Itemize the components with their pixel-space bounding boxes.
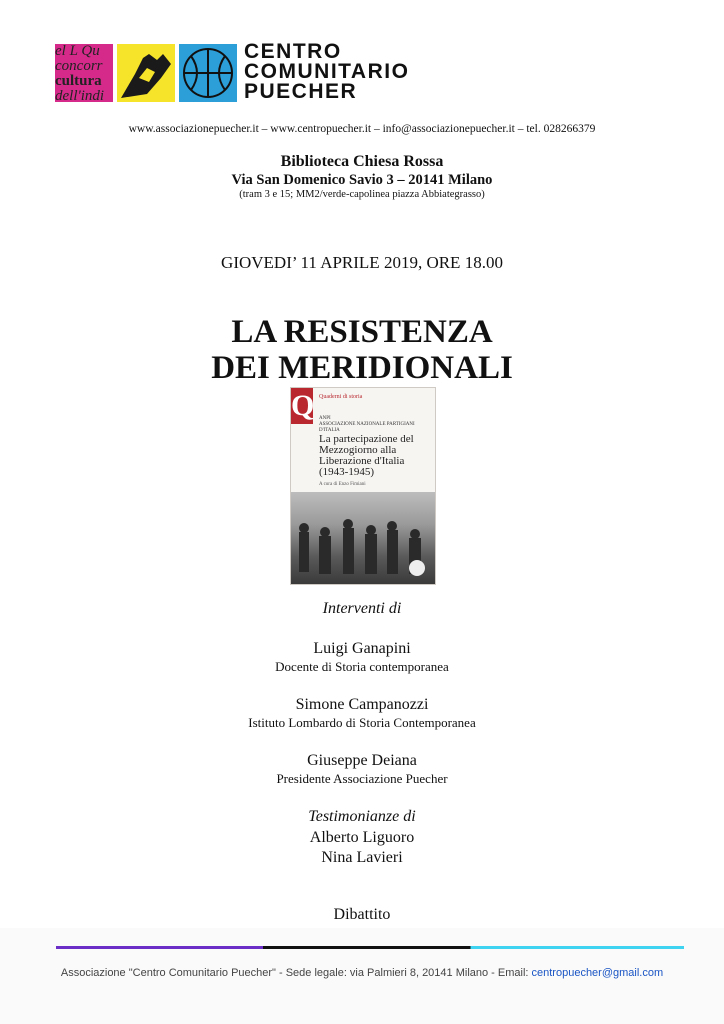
venue-address: Via San Domenico Savio 3 – 20141 Milano	[231, 172, 493, 188]
speaker-name: Luigi Ganapini	[313, 640, 411, 657]
event-date: GIOVEDI’ 11 APRILE 2019, ORE 18.00	[221, 253, 503, 272]
book-publisher-line: ASSOCIAZIONE NAZIONALE PARTIGIANI D'ITALIA	[319, 422, 415, 433]
publisher-mark-icon	[409, 560, 425, 576]
partisans-photo-image	[291, 492, 435, 584]
footer-email-link[interactable]: centropuecher@gmail.com	[531, 967, 664, 979]
speaker-name: Simone Campanozzi	[295, 696, 429, 713]
book-editor: A cura di Enzo Fimiani	[319, 482, 366, 487]
logo-pink-line: concorr	[55, 58, 103, 74]
witnesses-heading: Testimonianze di	[308, 808, 416, 825]
logo-name-line: CENTRO	[244, 40, 342, 63]
venue-transport: (tram 3 e 15; MM2/verde-capolinea piazza Abbiategrasso)	[239, 189, 485, 200]
speakers-heading: Interventi di	[322, 600, 402, 617]
venue-name: Biblioteca Chiesa Rossa	[280, 153, 444, 170]
basketball-icon	[179, 44, 237, 102]
logo-hands-tile	[117, 44, 175, 102]
organization-logo-name	[244, 42, 409, 102]
book-cover	[290, 387, 436, 585]
witness-name: Alberto Liguoro	[309, 829, 415, 846]
logo-name-line: PUECHER	[244, 80, 358, 103]
footer-text: Associazione "Centro Comunitario Puecher" - Sede legale: via Palmieri 8, 20141 Milano - Email:	[60, 967, 529, 979]
logo-pink-line: dell'indi	[55, 88, 105, 102]
debate-label: Dibattito	[333, 906, 391, 923]
logo-pink-line: el L Qu	[55, 44, 100, 59]
footer-divider	[56, 946, 684, 949]
speaker-role: Presidente Associazione Puecher	[276, 771, 448, 786]
event-title-line-1: LA RESISTENZA	[231, 314, 493, 350]
book-series: Quaderni di storia	[319, 394, 363, 400]
speaker-name: Giuseppe Deiana	[307, 752, 417, 769]
speaker-role: Istituto Lombardo di Storia Contemporanea	[248, 715, 476, 730]
book-title: La partecipazione del Mezzogiorno alla Liberazione d'Italia (1943-1945)	[319, 433, 414, 478]
book-cover-photo	[291, 492, 435, 584]
logo-pink-tile	[55, 44, 113, 102]
logo-ball-tile	[179, 44, 237, 102]
handshake-icon	[117, 44, 175, 102]
book-publisher-line: ANPI	[319, 416, 331, 421]
footer	[0, 967, 724, 979]
witness-name: Nina Lavieri	[321, 849, 403, 866]
event-title-line-2: DEI MERIDIONALI	[211, 350, 513, 386]
contact-line: www.associazionepuecher.it – www.centropuecher.it – info@associazionepuecher.it – tel. 028266379	[128, 123, 596, 135]
book-series-letter: Q	[291, 389, 315, 422]
book-publisher	[319, 416, 429, 434]
speaker-role: Docente di Storia contemporanea	[275, 659, 449, 674]
logo-name-line: COMUNITARIO	[244, 60, 410, 83]
logo-pink-line: cultura	[55, 73, 102, 89]
